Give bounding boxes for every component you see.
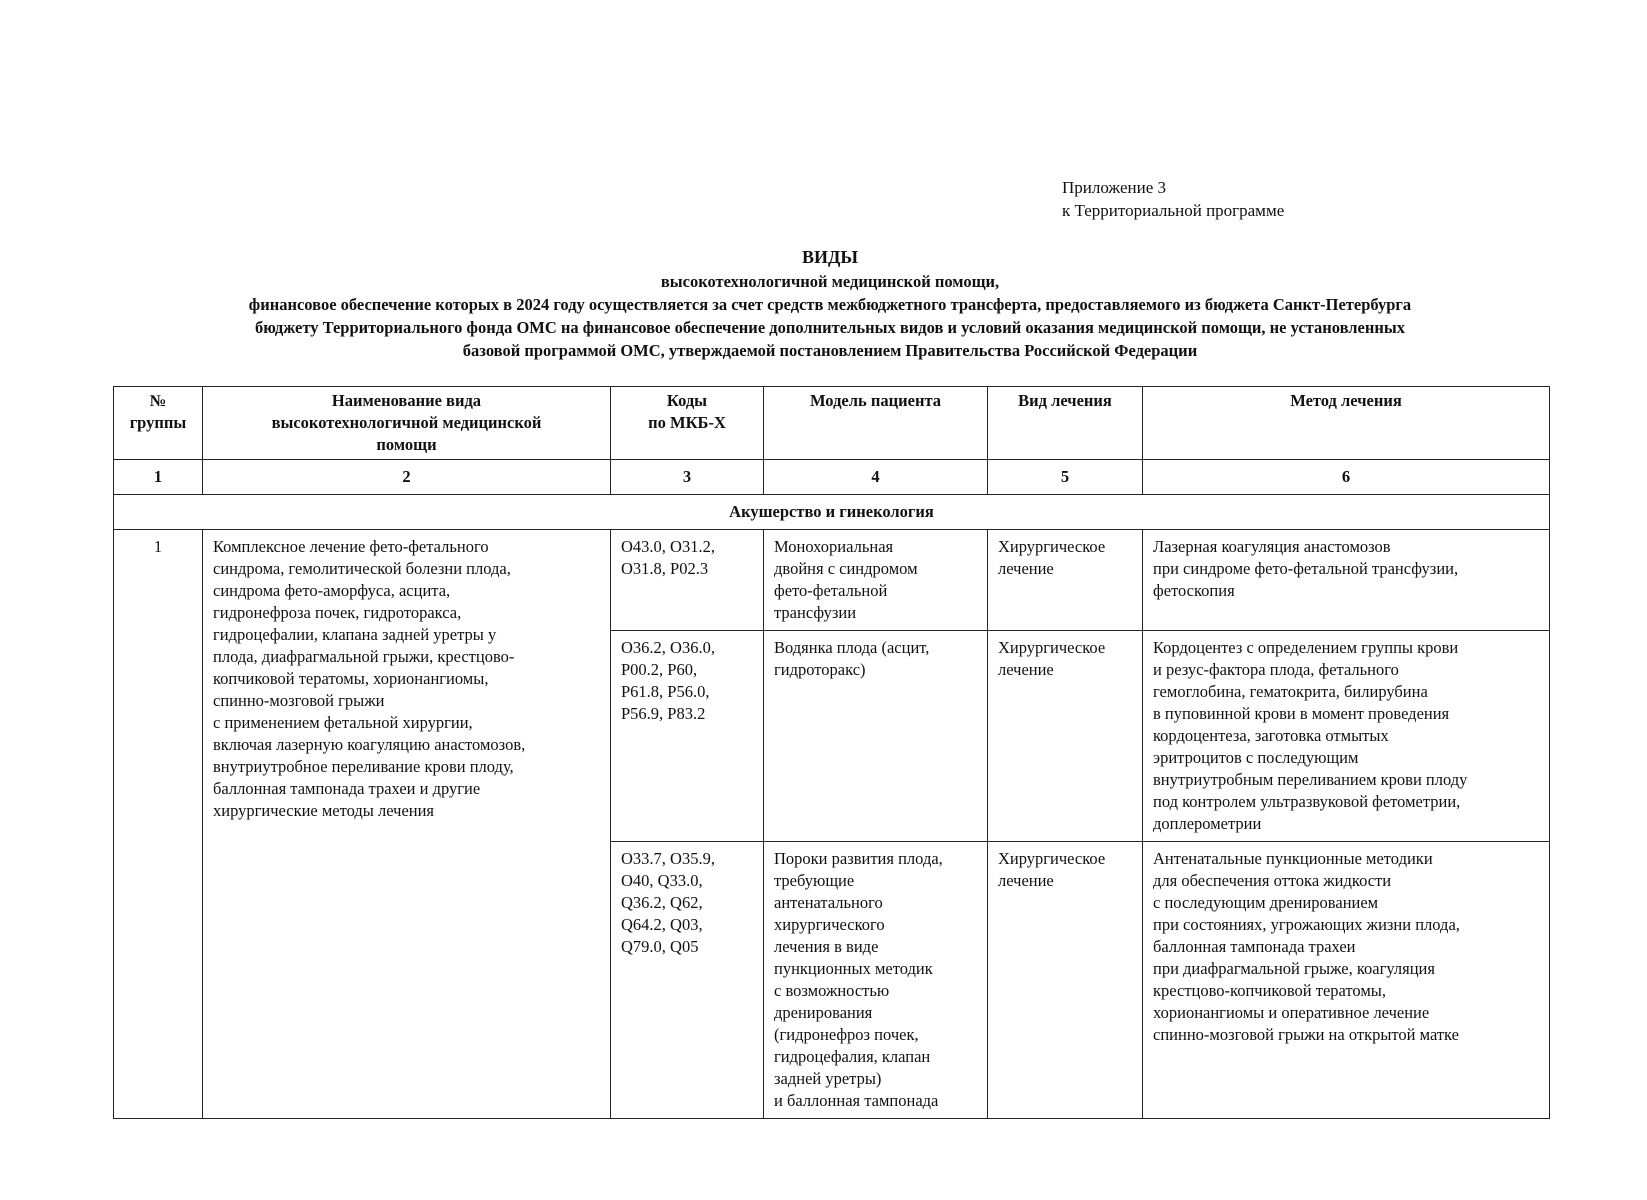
- icd-codes: O36.2, O36.0, P00.2, P60, P61.8, P56.0, P56.9, P83.2: [611, 631, 764, 842]
- appendix-label: [1062, 176, 1284, 222]
- column-number: 2: [203, 460, 611, 495]
- section-row: [114, 495, 1550, 530]
- treatment-type: Хирургическое лечение: [988, 530, 1143, 631]
- header-treatment-method: Метод лечения: [1143, 387, 1550, 460]
- icd-codes: O43.0, O31.2, O31.8, P02.3: [611, 530, 764, 631]
- treatment-type: Хирургическое лечение: [988, 631, 1143, 842]
- column-number: 3: [611, 460, 764, 495]
- title-line-5: базовой программой ОМС, утверждаемой постановлением Правительства Российской Федерации: [462, 341, 1198, 360]
- header-vmp-name: Наименование вида высокотехнологичной медицинской помощи: [203, 387, 611, 460]
- patient-model: Пороки развития плода, требующие антенатального хирургического лечения в виде пункционных методик с возможностью дренирования (гидронефроз почек, гидроцефалия, клапан задней уретры) и баллонная тампонада: [764, 842, 988, 1119]
- title-line-4: бюджету Территориального фонда ОМС на финансовое обеспечение дополнительных видов и условий оказания медицинской помощи, не установленных: [254, 318, 1405, 337]
- title-line-3: финансовое обеспечение которых в 2024 году осуществляется за счет средств межбюджетного трансферта, предоставляемого из бюджета Санкт-Петербурга: [248, 295, 1412, 314]
- treatment-type: Хирургическое лечение: [988, 842, 1143, 1119]
- treatment-method: Лазерная коагуляция анастомозов при синдроме фето-фетальной трансфузии, фетоскопия: [1143, 530, 1550, 631]
- title-line-2: высокотехнологичной медицинской помощи,: [660, 272, 1000, 291]
- column-number: 4: [764, 460, 988, 495]
- vmp-name: Комплексное лечение фето-фетального синдрома, гемолитической болезни плода, синдрома фето-аморфуса, асцита, гидронефроза почек, гидроторакса, гидроцефалии, клапана задней уретры у плода, диафрагмальной грыжи, крестцово- копчиковой тератомы, хорионангиомы, спинно-мозговой грыжи с применением фетальной хирургии, включая лазерную коагуляцию анастомозов, внутриутробное переливание крови плоду, баллонная тампонада трахеи и другие хирургические методы лечения: [203, 530, 611, 1119]
- document-title: [110, 244, 1550, 362]
- patient-model: Монохориальная двойня с синдромом фето-фетальной трансфузии: [764, 530, 988, 631]
- column-number: 1: [114, 460, 203, 495]
- treatment-method: Антенатальные пункционные методики для обеспечения оттока жидкости с последующим дренированием при состояниях, угрожающих жизни плода, баллонная тампонада трахеи при диафрагмальной грыже, коагуляция крестцово-копчиковой тератомы, хорионангиомы и оперативное лечение спинно-мозговой грыжи на открытой матке: [1143, 842, 1550, 1119]
- appendix-line-1: Приложение 3: [1062, 178, 1166, 197]
- header-icd-codes: Коды по МКБ-Х: [611, 387, 764, 460]
- icd-codes: O33.7, O35.9, O40, Q33.0, Q36.2, Q62, Q64.2, Q03, Q79.0, Q05: [611, 842, 764, 1119]
- header-group-number: № группы: [114, 387, 203, 460]
- vmp-table: [113, 386, 1550, 1119]
- patient-model: Водянка плода (асцит, гидроторакс): [764, 631, 988, 842]
- column-number: 6: [1143, 460, 1550, 495]
- title-main: ВИДЫ: [801, 247, 859, 267]
- appendix-line-2: к Территориальной программе: [1062, 201, 1285, 220]
- group-number: 1: [114, 530, 203, 1119]
- column-number-row: [114, 460, 1550, 495]
- header-patient-model: Модель пациента: [764, 387, 988, 460]
- treatment-method: Кордоцентез с определением группы крови и резус-фактора плода, фетального гемоглобина, гематокрита, билирубина в пуповинной крови в момент проведения кордоцентеза, заготовка отмытых эритроцитов с последующим внутриутробным переливанием крови плоду под контролем ультразвуковой фетометрии, доплерометрии: [1143, 631, 1550, 842]
- header-treatment-type: Вид лечения: [988, 387, 1143, 460]
- table-header-row: [114, 387, 1550, 460]
- section-title: Акушерство и гинекология: [114, 495, 1550, 530]
- table-row: [114, 530, 1550, 631]
- column-number: 5: [988, 460, 1143, 495]
